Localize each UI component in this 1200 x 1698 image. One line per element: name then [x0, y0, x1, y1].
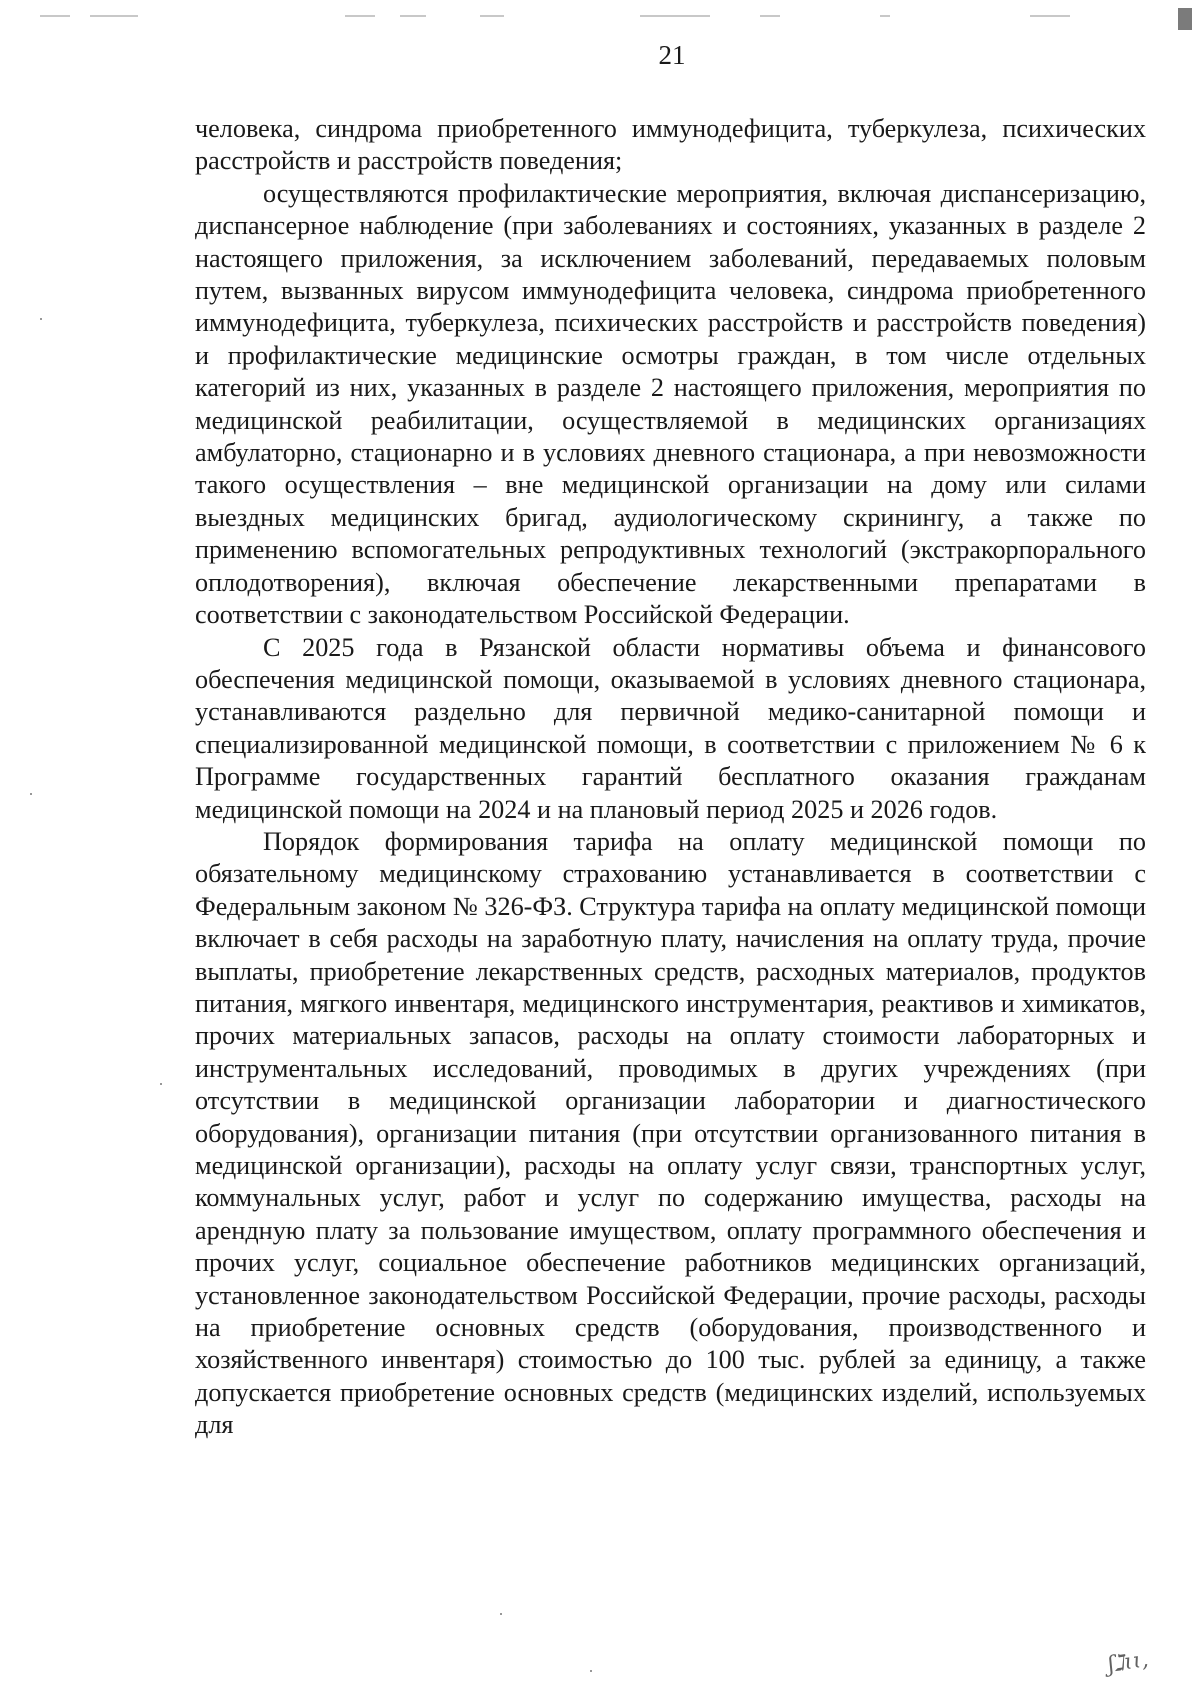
paragraph-preventive-measures: осуществляются профилактические мероприятия, включая диспансеризацию, диспансерное наблюдение (при заболеваниях и состояниях, указанных в разделе 2 настоящего приложения, за исключением заболеваний, передаваемых половым путем, вызванных вирусом иммунодефицита человека, синдрома приобретенного иммунодефицита, туберкулеза, психических расстройств и расстройств поведения) и профилактические медицинские осмотры граждан, в том числе отдельных категорий из них, указанных в разделе 2 настоящего приложения, мероприятия по медицинской реабилитации, осуществляемой в медицинских организациях амбулаторно, стационарно и в условиях дневного стационара, а при невозможности такого осуществления – вне медицинской организации на дому или силами выездных медицинских бригад, аудиологическому скринингу, а также по применению вспомогательных репродуктивных технологий (экстракорпорального оплодотворения), включая обеспечение лекарственными препаратами в соответствии с законодательством Российской Федерации. — [195, 178, 1146, 630]
scan-speck — [30, 793, 32, 795]
scan-corner-mark — [1178, 8, 1192, 30]
paragraph-continuation: человека, синдрома приобретенного иммунодефицита, туберкулеза, психических расстройств и расстройств поведения; — [195, 114, 1146, 176]
document-body — [195, 113, 1146, 1442]
scan-speck — [500, 1613, 502, 1615]
paragraph-tariff-structure: Порядок формирования тарифа на оплату медицинской помощи по обязательному медицинскому страхованию устанавливается в соответствии с Федеральным законом № 326-ФЗ. Структура тарифа на оплату медицинской помощи включает в себя расходы на заработную плату, начисления на оплату труда, прочие выплаты, приобретение лекарственных средств, расходных материалов, продуктов питания, мягкого инвентаря, медицинского инструментария, реактивов и химикатов, прочих материальных запасов, расходы на оплату стоимости лабораторных и инструментальных исследований, проводимых в других учреждениях (при отсутствии в медицинской организации лаборатории и диагностического оборудования), организации питания (при отсутствии организованного питания в медицинской организации), расходы на оплату услуг связи, транспортных услуг, коммунальных услуг, работ и услуг по содержанию имущества, расходы на арендную плату за пользование имуществом, оплату программного обеспечения и прочих услуг, социальное обеспечение работников медицинских организаций, установленное законодательством Российской Федерации, прочие расходы, расходы на приобретение основных средств (оборудования, производственного и хозяйственного инвентаря) стоимостью до 100 тыс. рублей за единицу, а также допускается приобретение основных средств (медицинских изделий, используемых для — [195, 826, 1146, 1440]
scan-speck — [160, 1083, 162, 1085]
scan-speck — [590, 1670, 592, 1672]
scan-edge-noise — [0, 12, 1200, 20]
scan-speck — [40, 318, 42, 320]
paragraph-day-hospital-norms: С 2025 года в Рязанской области нормативы объема и финансового обеспечения медицинской помощи, оказываемой в условиях дневного стационара, устанавливаются раздельно для первичной медико-санитарной помощи и специализированной медицинской помощи, в соответствии с приложением № 6 к Программе государственных гарантий бесплатного оказания гражданам медицинской помощи на 2024 и на плановый период 2025 и 2026 годов. — [195, 632, 1146, 824]
handwritten-initials-mark: ʃℷɩɩ, — [1106, 1647, 1151, 1678]
page-number: 21 — [658, 40, 686, 70]
